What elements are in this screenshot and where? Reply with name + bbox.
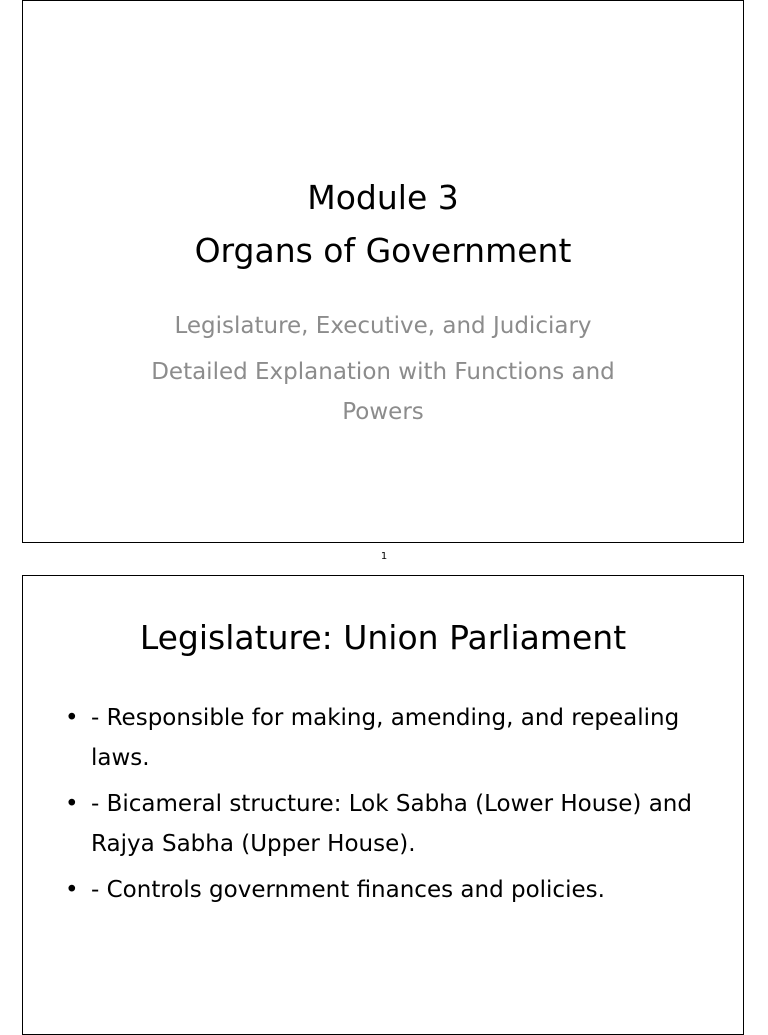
subtitle-line-organs-list: Legislature, Executive, and Judiciary (174, 313, 592, 339)
subtitle-line-explanation: Detailed Explanation with Functions and Powers (151, 359, 615, 425)
bullet-list (63, 698, 723, 916)
bullet-text: - Responsible for making, amending, and repealing laws. (91, 705, 680, 771)
title-line-module: Module 3 (307, 178, 459, 217)
bullet-item (63, 698, 723, 778)
bullet-dot: • (65, 877, 79, 903)
bullet-dot: • (65, 791, 79, 817)
bullet-item (63, 870, 723, 910)
slide-1-title (23, 171, 743, 277)
page-number: 1 (380, 551, 388, 562)
bullet-text: - Controls government finances and policies. (91, 877, 605, 903)
bullet-item (63, 784, 723, 864)
slide-1 (22, 0, 744, 543)
title-line-organs: Organs of Government (194, 231, 572, 270)
bullet-text: - Bicameral structure: Lok Sabha (Lower House) and Rajya Sabha (Upper House). (91, 791, 692, 857)
slide-2-title: Legislature: Union Parliament (139, 618, 627, 657)
slide-2 (22, 575, 744, 1035)
slide-1-subtitle (23, 306, 743, 432)
bullet-dot: • (65, 705, 79, 731)
